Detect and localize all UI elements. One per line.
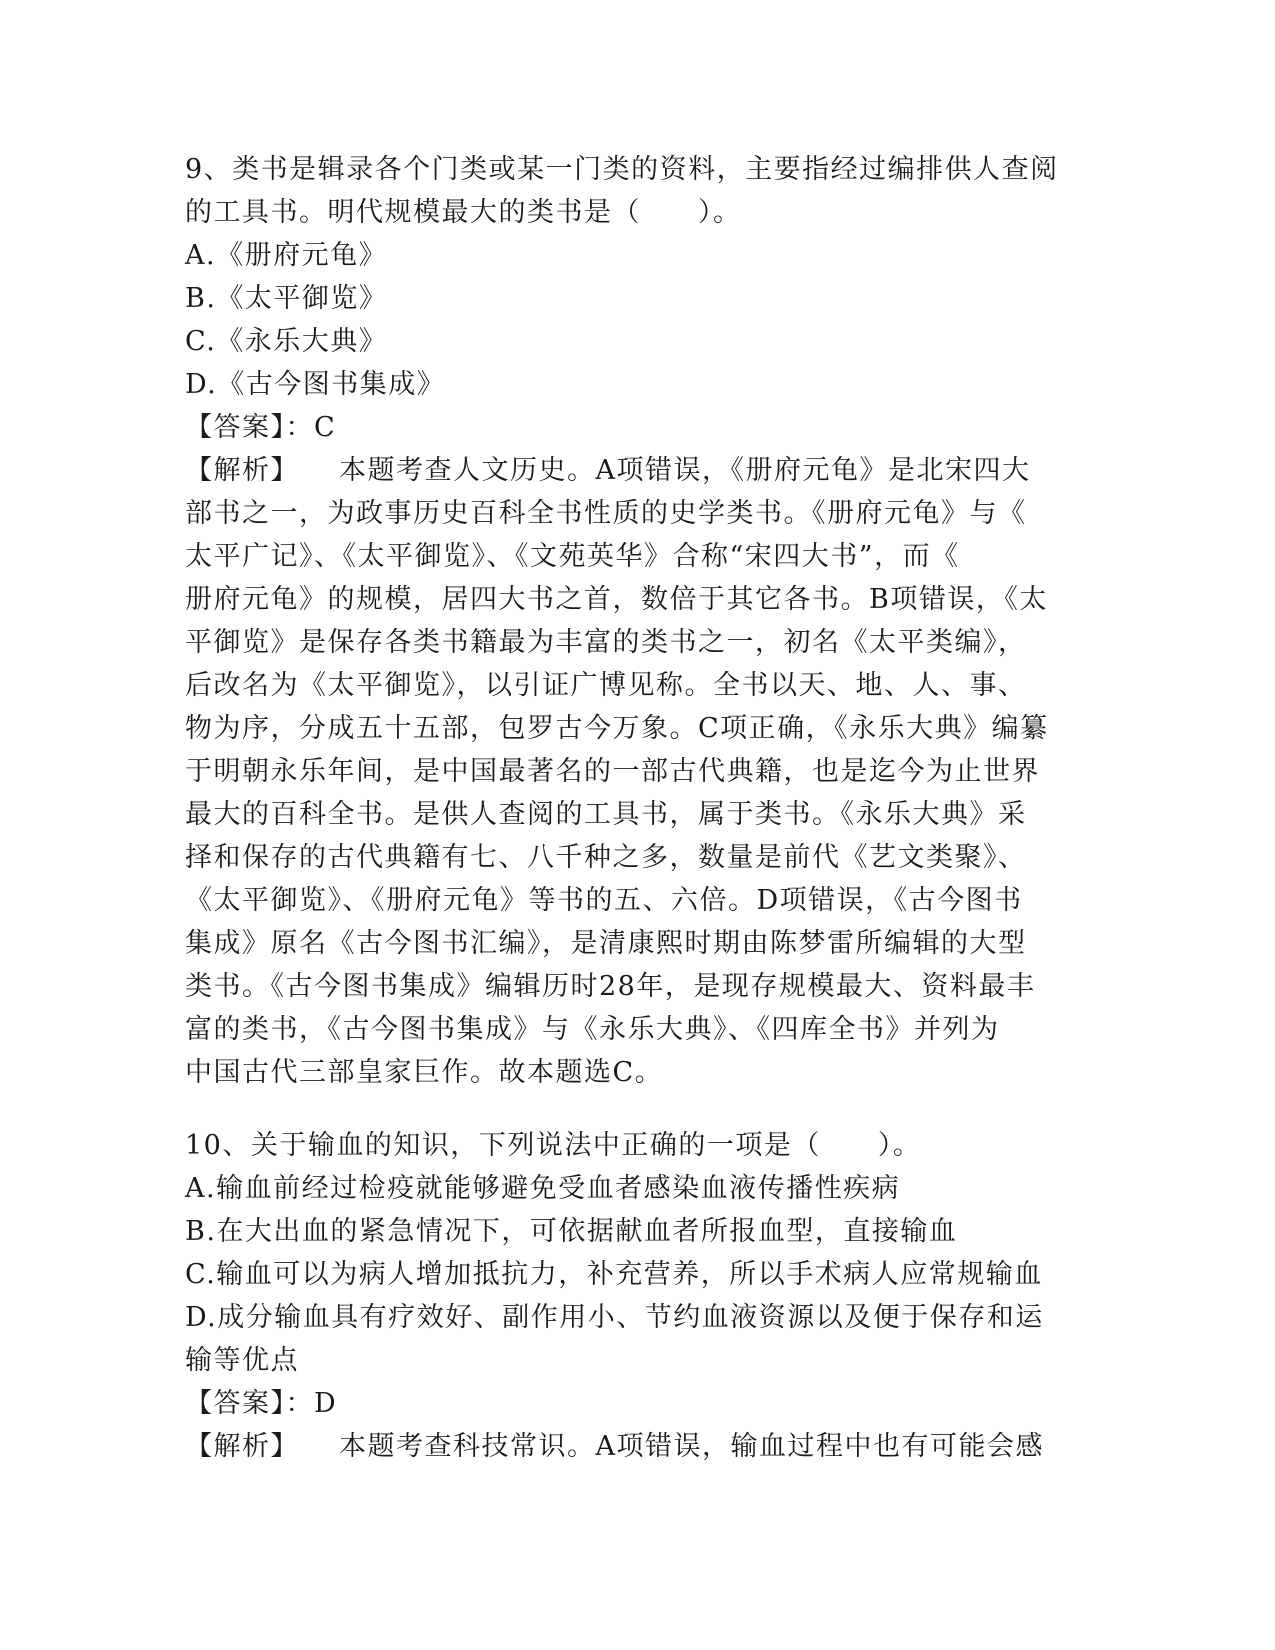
answer-value: D xyxy=(314,1388,338,1419)
analysis-line: 类书。《古今图书集成》编辑历时28年，是现存规模最大、资料最丰 xyxy=(185,971,1036,1002)
analysis-line: 《太平御览》、《册府元龟》等书的五、六倍。D项错误，《古今图书 xyxy=(185,885,1023,916)
analysis-line: 平御览》是保存各类书籍最为丰富的类书之一，初名《太平类编》， xyxy=(185,627,1027,658)
analysis-line: 册府元龟》的规模，居四大书之首，数倍于其它各书。B项错误，《太 xyxy=(185,584,1048,615)
question-spacer xyxy=(185,1094,1085,1124)
option-a: A.《册府元龟》 xyxy=(185,240,388,271)
question-stem-line: 10、关于输血的知识，下列说法中正确的一项是（ ）。 xyxy=(185,1130,922,1161)
option-d: D.成分输血具有疗效好、副作用小、节约血液资源以及便于保存和运 xyxy=(185,1302,1044,1333)
analysis-line: 择和保存的古代典籍有七、八千种之多，数量是前代《艺文类聚》、 xyxy=(185,842,1027,873)
question-stem-line: 的工具书。明代规模最大的类书是（ ）。 xyxy=(185,197,742,228)
answer-line xyxy=(185,406,1085,449)
option-d-continued: 输等优点 xyxy=(185,1345,299,1376)
document-page xyxy=(185,148,1085,1468)
option-b: B.《太平御览》 xyxy=(185,283,388,314)
option-a: A.输血前经过检疫就能够避免受血者感染血液传播性疾病 xyxy=(185,1173,901,1204)
answer-line xyxy=(185,1382,1085,1425)
analysis-text: 本题考查人文历史。A项错误，《册府元龟》是北宋四大 xyxy=(339,455,1031,486)
analysis-line: 后改名为《太平御览》，以引证广博见称。全书以天、地、人、事、 xyxy=(185,670,1027,701)
analysis-line: 集成》原名《古今图书汇编》，是清康熙时期由陈梦雷所编辑的大型 xyxy=(185,928,1027,959)
question-10 xyxy=(185,1124,1085,1468)
question-9 xyxy=(185,148,1085,1094)
analysis-line: 物为序，分成五十五部，包罗古今万象。C项正确，《永乐大典》编纂 xyxy=(185,713,1049,744)
answer-value: C xyxy=(314,412,337,443)
answer-label: 【答案】： xyxy=(185,1388,314,1419)
question-stem-line: 9、类书是辑录各个门类或某一门类的资料，主要指经过编排供人查阅 xyxy=(185,154,1059,185)
analysis-line: 部书之一，为政事历史百科全书性质的史学类书。《册府元龟》与《 xyxy=(185,498,1027,529)
option-c: C.输血可以为病人增加抵抗力，补充营养，所以手术病人应常规输血 xyxy=(185,1259,1043,1290)
option-c: C.《永乐大典》 xyxy=(185,326,388,357)
option-b: B.在大出血的紧急情况下，可依据献血者所报血型，直接输血 xyxy=(185,1216,958,1247)
analysis-line: 于明朝永乐年间，是中国最著名的一部古代典籍，也是迄今为止世界 xyxy=(185,756,1040,787)
analysis-first-line xyxy=(185,449,1085,492)
analysis-line: 最大的百科全书。是供人查阅的工具书，属于类书。《永乐大典》采 xyxy=(185,799,1027,830)
analysis-line: 富的类书，《古今图书集成》与《永乐大典》、《四库全书》并列为 xyxy=(185,1014,1000,1045)
analysis-label: 【解析】 xyxy=(185,455,299,486)
option-d: D.《古今图书集成》 xyxy=(185,369,446,400)
analysis-first-line xyxy=(185,1425,1085,1468)
analysis-line: 太平广记》、《太平御览》、《文苑英华》合称“宋四大书”，而《 xyxy=(185,541,960,572)
analysis-line: 中国古代三部皇家巨作。故本题选C。 xyxy=(185,1057,664,1088)
answer-label: 【答案】： xyxy=(185,412,314,443)
analysis-text: 本题考查科技常识。A项错误，输血过程中也有可能会感 xyxy=(339,1431,1044,1462)
analysis-label: 【解析】 xyxy=(185,1431,299,1462)
